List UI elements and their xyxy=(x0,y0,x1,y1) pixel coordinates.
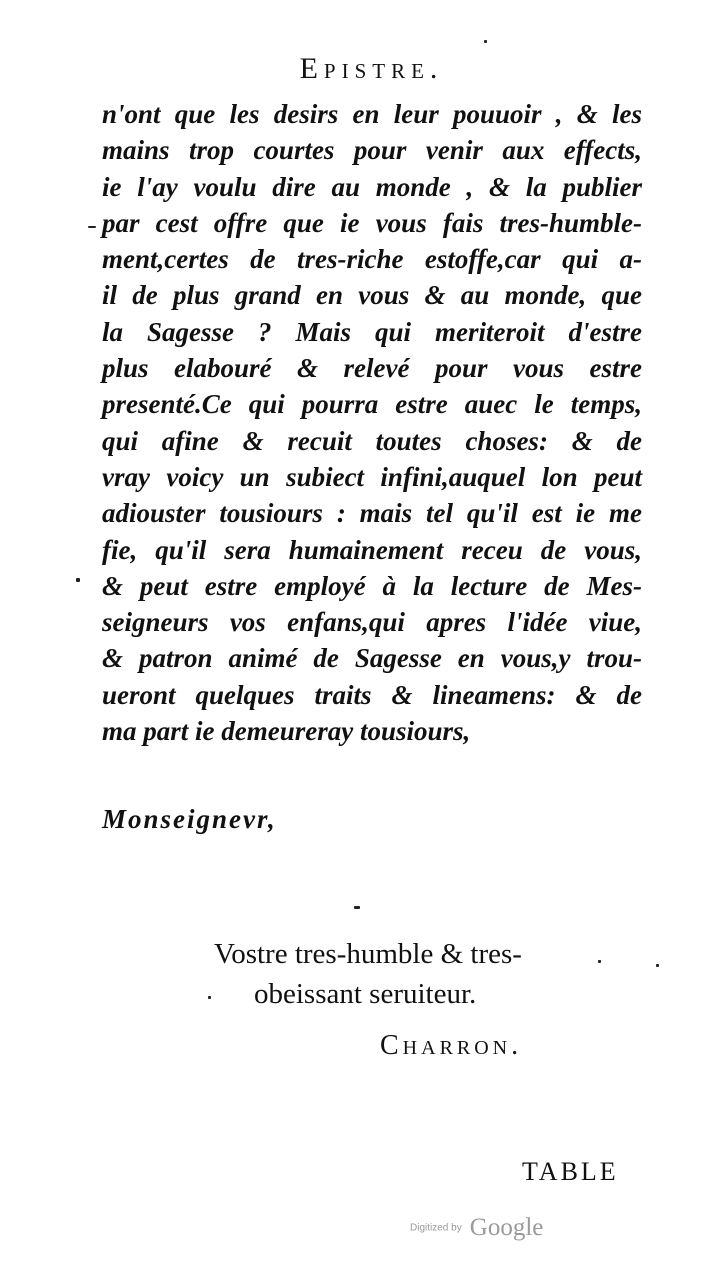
scan-speck xyxy=(208,996,211,999)
text-line: par cest offre que ie vous fais tres-humble- xyxy=(102,207,642,238)
text-line: adiouster tousiours : mais tel qu'il est ie me xyxy=(102,498,642,529)
text-line: ie l'ay voulu dire au monde , & la publier xyxy=(102,171,642,202)
text-line: ma part ie demeureray tousiours, xyxy=(102,716,471,747)
closing-line-2: obeissant seruiteur. xyxy=(254,978,477,1010)
scan-speck xyxy=(656,964,659,967)
epistle-body xyxy=(102,96,642,749)
text-line: fie, qu'il sera humainement receu de vous, xyxy=(102,534,642,565)
text-line: ueront quelques traits & lineamens: & de xyxy=(102,679,642,710)
closing-line-1: Vostre tres-humble & tres- xyxy=(214,938,522,970)
scan-speck xyxy=(354,906,360,909)
catchword: TABLE xyxy=(522,1157,619,1186)
text-line: mains trop courtes pour venir aux effects, xyxy=(102,135,642,166)
running-head: Epistre. xyxy=(299,52,444,85)
text-line: vray voicy un subiect infini,auquel lon peut xyxy=(102,461,642,492)
scan-speck xyxy=(598,960,601,963)
text-line: & peut estre employé à la lecture de Mes- xyxy=(102,570,642,601)
watermark-prefix: Digitized by xyxy=(410,1222,462,1234)
text-line: plus elabouré & relevé pour vous estre xyxy=(102,353,642,384)
digitization-watermark xyxy=(410,1214,543,1242)
text-line: & patron animé de Sagesse en vous,y trou- xyxy=(102,643,642,674)
salutation: Monseignevr, xyxy=(102,804,277,834)
scan-speck xyxy=(484,40,487,43)
text-line: qui afine & recuit toutes choses: & de xyxy=(102,425,642,456)
watermark-brand: Google xyxy=(469,1214,544,1241)
text-line: n'ont que les desirs en leur pouuoir , & les xyxy=(102,99,642,129)
text-line: la Sagesse ? Mais qui meriteroit d'estre xyxy=(102,316,642,347)
scan-speck xyxy=(76,578,80,582)
signature: Charron. xyxy=(380,1030,523,1061)
text-line: il de plus grand en vous & au monde, que xyxy=(102,280,642,311)
text-line: ment,certes de tres-riche estoffe,car qui a- xyxy=(102,244,642,275)
text-line: presenté.Ce qui pourra estre auec le temps, xyxy=(102,389,642,420)
text-line: seigneurs vos enfans,qui apres l'idée viue, xyxy=(102,607,642,638)
scan-speck xyxy=(88,226,96,228)
